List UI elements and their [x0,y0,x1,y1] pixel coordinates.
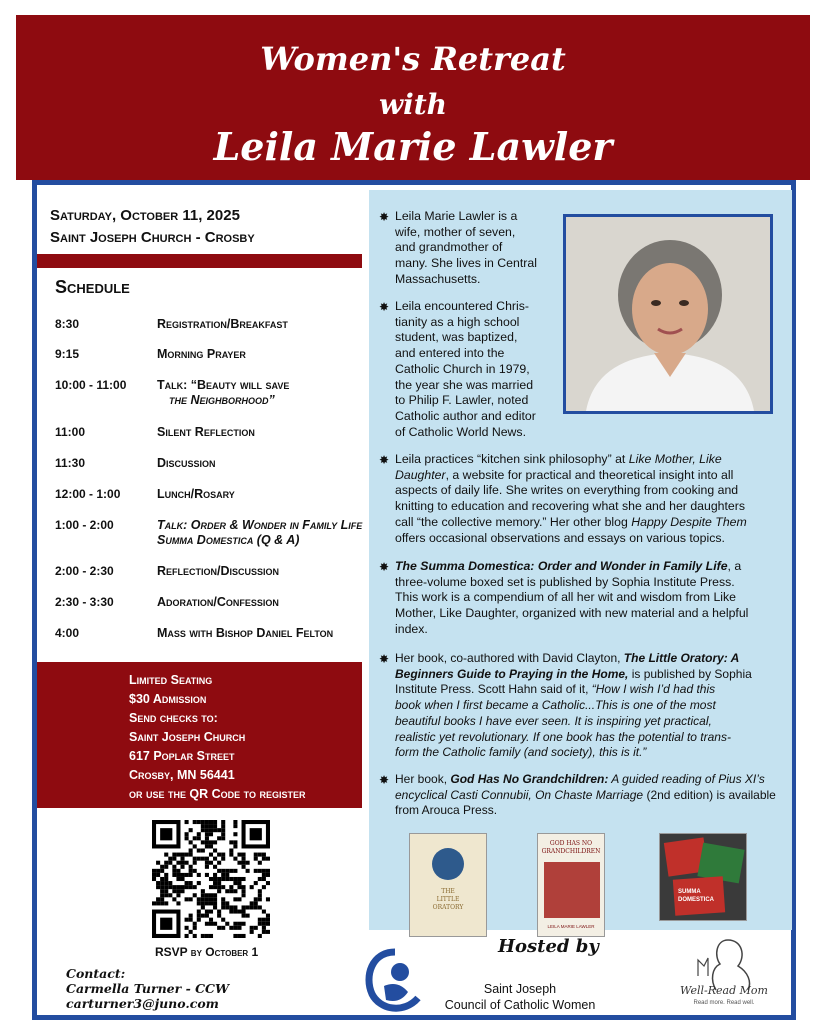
ccw-logo-icon [360,946,430,1016]
bio-paragraph-1: Leila Marie Lawler is a wife, mother of seven, and grandmother of many. She lives in Central Massachusetts. [395,209,537,286]
bio-panel [369,190,792,930]
well-read-mom-logo: Well-Read Mom Read more. Read well. [668,936,780,1016]
schedule-time: 11:30 [55,456,86,470]
registration-box [37,662,362,808]
bullet-icon: ✸ [379,652,390,666]
schedule-event: Talk: “Beauty will save the Neighborhood” [157,378,290,407]
header-title-line1: Women's Retreat [260,40,566,78]
schedule-time: 9:15 [55,347,80,361]
schedule-time: 2:30 - 3:30 [55,595,114,609]
schedule-event: Mass with Bishop Daniel Felton [157,626,334,640]
schedule-event: Talk: Order & Wonder in Family Life Summa Domestica (Q & A) [157,518,363,547]
schedule-time: 10:00 - 11:00 [55,378,127,392]
reg-line: $30 Admission [129,692,207,706]
contact-info [66,966,229,1011]
reg-line: 617 Poplar Street [129,749,235,763]
header-banner [16,15,810,180]
schedule-time: 4:00 [55,626,80,640]
book-little-oratory: THE LITTLE ORATORY [409,833,487,937]
contact-email[interactable]: carturner3@juno.com [66,996,219,1011]
schedule-time: 1:00 - 2:00 [55,518,114,532]
schedule-event: Reflection/Discussion [157,564,280,578]
bio-paragraph-3: Leila practices “kitchen sink philosophy” at Like Mother, Like Daughter, a website for practical and theoretical insight into all aspects of daily life. She writes on everything from cooking and knitting to education and recovering what she and her daughters call “the collective memory.” Her other blog Happy Despite Them offers occasional observations and essays on various topics. [395,452,747,545]
event-date: Saturday, October 11, 2025 [50,207,240,224]
schedule-event: Morning Prayer [157,347,246,361]
schedule-time: 2:00 - 2:30 [55,564,114,578]
reg-line: Saint Joseph Church [129,730,246,744]
schedule-title: Schedule [55,277,130,297]
qr-code-icon[interactable] [152,820,270,938]
hosted-by-label: Hosted by [498,936,599,957]
book-god-has-no-grandchildren: GOD HAS NO GRANDCHILDREN LEILA MARIE LAWLER [537,833,605,937]
schedule-time: 11:00 [55,425,86,439]
schedule-time: 8:30 [55,317,80,331]
schedule-event: Adoration/Confession [157,595,279,609]
schedule-event: Lunch/Rosary [157,487,235,501]
rsvp-deadline: RSVP by October 1 [155,945,259,959]
ccw-name: Saint Joseph Council of Catholic Women [444,982,596,1012]
bio-paragraph-2: Leila encountered Chris- tianity as a high school student, was baptized, and entered into the Catholic Church in 1979, the year she was married to Philip F. Lawler, noted Catholic author and editor of Catholic World News. [395,299,536,439]
reg-line: Send checks to: [129,711,218,725]
bullet-icon: ✸ [379,773,390,787]
bio-paragraph-5: Her book, co-authored with David Clayton, The Little Oratory: A Beginners Guide to Praying in the Home, is published by Sophia Institute Press. Scott Hahn said of it, “How I wish I’d had this book when I first became a Catholic...This is one of the most beautiful books I have ever seen. It is inspiring yet practical, realistic yet revolutionary. If one book has the potential to trans- form the Catholic family (and society), this is it.” [395,651,752,760]
reg-line: or use the QR Code to register [129,787,306,801]
book-summa-domestica: SUMMA DOMESTICA [659,833,747,921]
schedule-event: Registration/Breakfast [157,317,288,331]
event-location: Saint Joseph Church - Crosby [50,229,255,246]
red-divider [37,254,362,268]
content-frame [32,180,796,1020]
schedule-event: Discussion [157,456,216,470]
schedule-event: Silent Reflection [157,425,255,439]
reg-line: Limited Seating [129,673,213,687]
bio-paragraph-6: Her book, God Has No Grandchildren: A guided reading of Pius XI’s encyclical Casti Connubii, On Chaste Marriage (2nd edition) is available from Arouca Press. [395,772,776,818]
header-title-line2: with [378,88,448,121]
bullet-icon: ✸ [379,210,390,224]
bullet-icon: ✸ [379,300,390,314]
speaker-photo [563,214,773,414]
header-title-line3: Leila Marie Lawler [213,124,613,169]
bullet-icon: ✸ [379,560,390,574]
bio-paragraph-4: The Summa Domestica: Order and Wonder in Family Life, a three-volume boxed set is published by Sophia Institute Press. This work is a compendium of all her wit and wisdom from Like Mother, Like Daughter, organized with new material and a helpful index. [395,559,749,636]
event-date-box [37,185,362,250]
contact-name: Carmella Turner - CCW [66,981,230,996]
contact-label: Contact: [66,966,126,981]
bullet-icon: ✸ [379,453,390,467]
reg-line: Crosby, MN 56441 [129,768,235,782]
schedule-time: 12:00 - 1:00 [55,487,121,501]
